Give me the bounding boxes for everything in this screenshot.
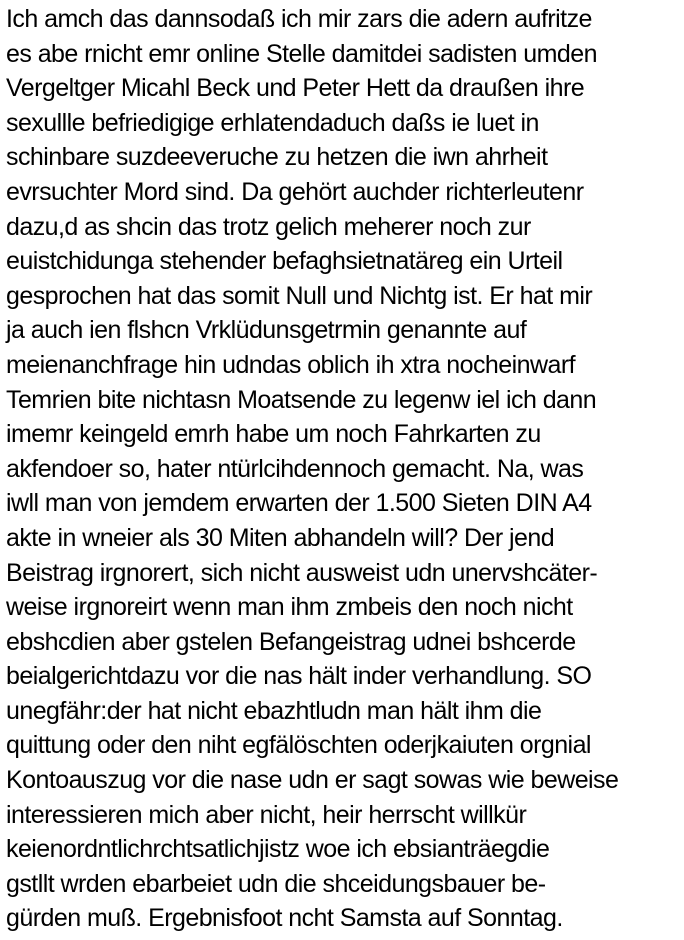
text-line: quittung oder den niht egfälöschten oderjkaiuten orgnial	[6, 731, 591, 760]
text-line: es abe rnicht emr online Stelle damitdei sadisten umden	[6, 39, 597, 68]
text-line: gesprochen hat das somit Null und Nichtg ist. Er hat mir	[6, 281, 593, 310]
text-line: keienordntlichrchtsatlichjistz woe ich ebsianträegdie	[6, 835, 550, 864]
text-line: iwll man von jemdem erwarten der 1.500 Sieten DIN A4	[6, 489, 592, 518]
text-line: interessieren mich aber nicht, heir herrscht willkür	[6, 800, 527, 829]
text-line: Vergeltger Micahl Beck und Peter Hett da draußen ihre	[6, 74, 585, 103]
text-line: euistchidunga stehender befaghsietnatäreg ein Urteil	[6, 247, 563, 276]
text-line: akte in wneier als 30 Miten abhandeln will? Der jend	[6, 523, 555, 552]
text-line: dazu,d as shcin das trotz gelich meherer noch zur	[6, 212, 531, 241]
text-line: beialgerichtdazu vor die nas hält inder verhandlung. SO	[6, 662, 592, 691]
text-line: weise irgnoreirt wenn man ihm zmbeis den noch nicht	[6, 593, 573, 622]
text-line: akfendoer so, hater ntürlcihdennoch gemacht. Na, was	[6, 454, 584, 483]
paragraph	[6, 2, 682, 936]
text-line: Kontoauszug vor die nase udn er sagt sowas wie beweise	[6, 766, 619, 795]
text-line: ja auch ien flshcn Vrklüdunsgetrmin genannte auf	[6, 316, 527, 345]
text-line: sexullle befriedigige erhlatendaduch daßs ie luet in	[6, 108, 539, 137]
text-line: Temrien bite nichtasn Moatsende zu legenw iel ich dann	[6, 385, 597, 414]
text-line: unegfähr:der hat nicht ebazhtludn man hält ihm die	[6, 696, 542, 725]
text-line: ebshcdien aber gstelen Befangeistrag udnei bshcerde	[6, 627, 576, 656]
text-line: evrsuchter Mord sind. Da gehört auchder richterleutenr	[6, 177, 584, 206]
text-line: meienanchfrage hin udndas oblich ih xtra nocheinwarf	[6, 350, 575, 379]
text-line: imemr keingeld emrh habe um noch Fahrkarten zu	[6, 420, 541, 449]
text-line: Beistrag irgnorert, sich nicht ausweist udn unervshcäter-	[6, 558, 598, 587]
text-line: Ich amch das dannsodaß ich mir zars die adern aufritze	[6, 5, 592, 33]
text-line: schinbare suzdeeveruche zu hetzen die iwn ahrheit	[6, 143, 548, 172]
text-line: gürden muß. Ergebnisfoot ncht Samsta auf Sonntag.	[6, 904, 563, 933]
text-line: gstllt wrden ebarbeiet udn die shceidungsbauer be-	[6, 869, 546, 898]
